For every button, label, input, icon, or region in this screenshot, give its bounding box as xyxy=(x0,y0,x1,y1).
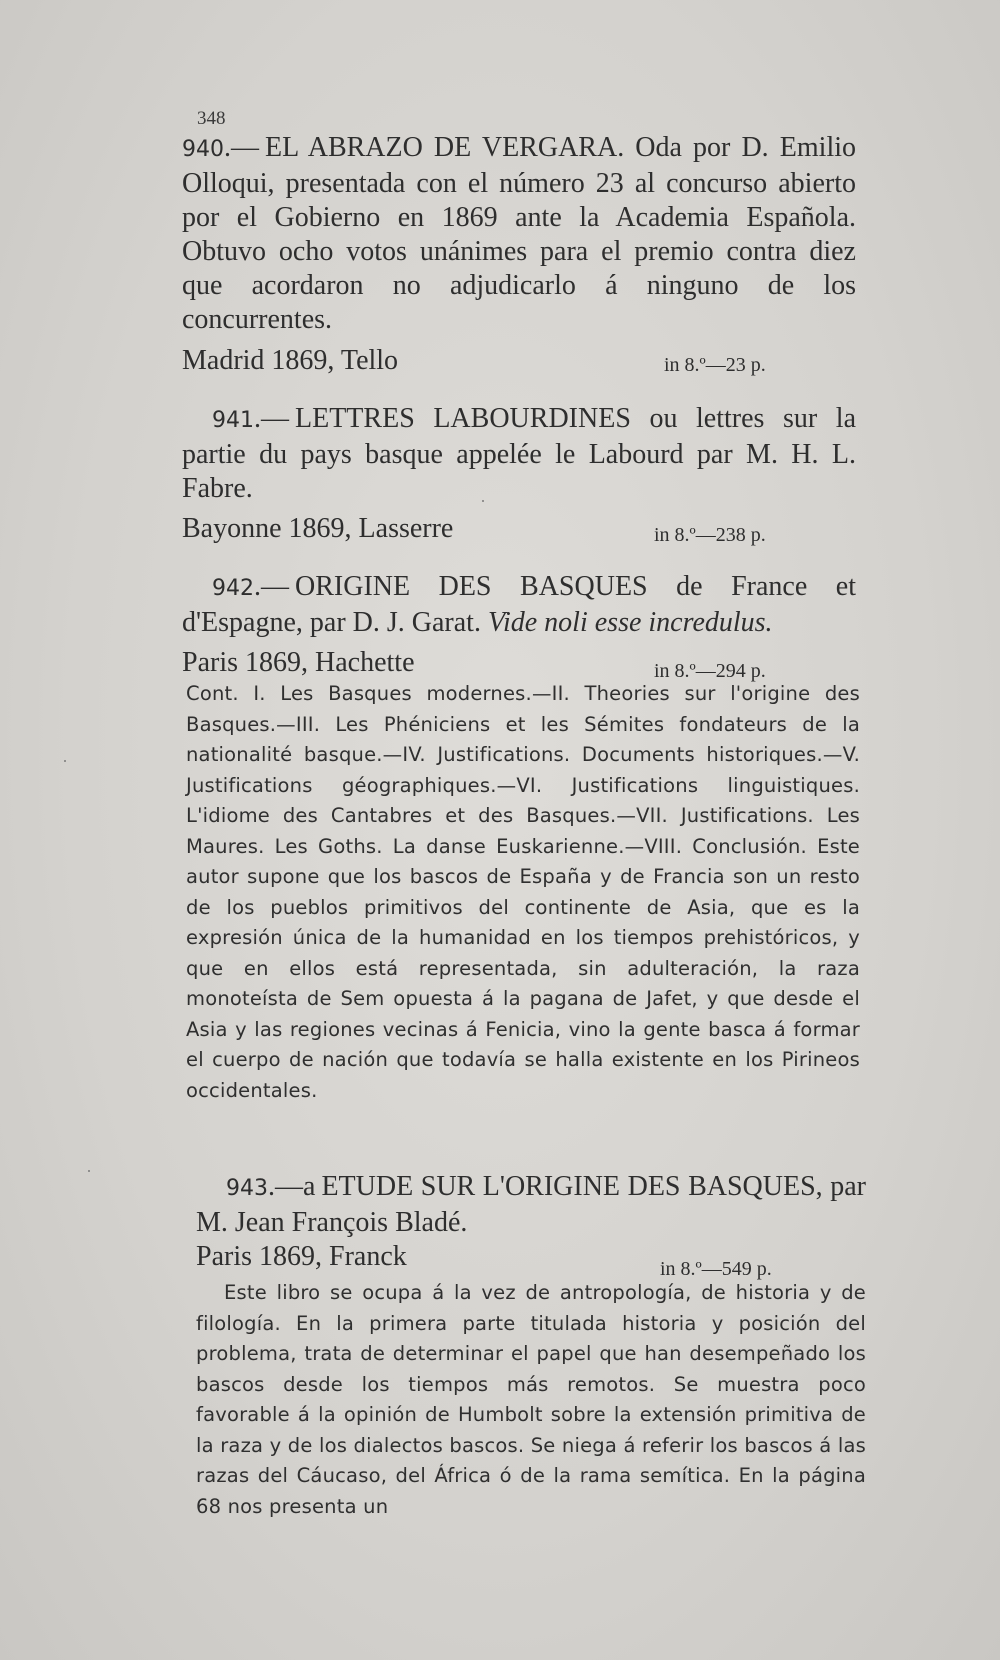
entry-separator: .—a xyxy=(268,1171,316,1202)
entry-940 xyxy=(182,131,856,337)
note-943 xyxy=(196,1278,866,1522)
format-text: in 8.º—549 p. xyxy=(660,1258,772,1280)
entry-943 xyxy=(196,1170,866,1240)
note-text: Cont. I. Les Basques modernes.—II. Theories sur l'origine des Basques.—III. Les Phéniciens et les Sémites fondateurs de la nationalité basque.—IV. Justifications. Documents historiques.—V. Justifications géographiques.—VI. Justifications linguistiques. L'idiome des Cantabres et des Basques.—VII. Justifications. Les Maures. Les Goths. La danse Euskarienne.—VIII. Conclusión. Este autor supone que los bascos de España y de Francia son un resto de los pueblos primitivos del continente de Asia, que es la expresión única de la humanidad en los tiempos prehistóricos, y que en ellos está representada, sin adulteración, la raza monoteísta de Sem opuesta á la pagana de Jafet, y que desde el Asia y las regiones vecinas á Fenicia, vino la gente basca á formar el cuerpo de nación que todavía se halla existente en los Pirineos occidentales. xyxy=(186,682,860,1102)
imprint-text: Paris 1869, Franck xyxy=(196,1241,407,1272)
entry-title: EL ABRAZO DE VERGARA. Oda por D. Emilio Olloqui, presentada con el número 23 al concurso abierto por el Gobierno en 1869 ante la Academia Española. Obtuvo ocho votos unánimes para el premio contra diez que acordaron no adjudicarlo á ninguno de los concurrentes. xyxy=(182,132,856,335)
entry-942 xyxy=(182,570,856,640)
imprint-943 xyxy=(196,1240,816,1280)
imprint-942 xyxy=(182,646,802,680)
scan-speck xyxy=(482,500,484,502)
entry-separator: .— xyxy=(254,571,289,602)
note-text: Este libro se ocupa á la vez de antropología, de historia y de filología. En la primera parte titulada historia y posición del problema, trata de determinar el papel que han desempeñado los bascos desde los tiempos más remotos. Se muestra poco favorable á la opinión de Humbolt sobre la extensión primitiva de la raza y de los dialectos bascos. Se niega á referir los bascos á las razas del Cáucaso, del África ó de la rama semítica. En la página 68 nos presenta un xyxy=(196,1281,866,1518)
entry-motto: Vide noli esse incredulus. xyxy=(487,607,773,638)
format-text: in 8.º—294 p. xyxy=(654,660,766,682)
imprint-941 xyxy=(182,512,802,546)
format-text: in 8.º—23 p. xyxy=(664,354,766,376)
note-942 xyxy=(186,679,860,1106)
imprint-text: Paris 1869, Hachette xyxy=(182,647,415,678)
entry-title: LETTRES LABOURDINES ou lettres sur la partie du pays basque appelée le Labourd par M. H. L. Fabre. xyxy=(182,403,856,504)
imprint-text: Bayonne 1869, Lasserre xyxy=(182,513,454,544)
entry-title: ETUDE SUR L'ORIGINE DES BASQUES, par M. Jean François Bladé. xyxy=(196,1171,866,1238)
scan-speck xyxy=(88,1170,90,1172)
entry-title: ORIGINE DES BASQUES de France et d'Espagne, par D. J. Garat. xyxy=(182,571,856,638)
page-number: 348 xyxy=(197,108,226,129)
scan-speck xyxy=(64,760,66,762)
entry-separator: .— xyxy=(224,132,259,163)
entry-number: 942 xyxy=(212,576,254,601)
imprint-text: Madrid 1869, Tello xyxy=(182,345,399,376)
imprint-940 xyxy=(182,344,802,378)
format-text: in 8.º—238 p. xyxy=(654,524,766,546)
entry-941 xyxy=(182,402,856,506)
entry-number: 941 xyxy=(212,408,254,433)
entry-separator: .— xyxy=(254,403,289,434)
entry-number: 943 xyxy=(226,1176,268,1201)
entry-number: 940 xyxy=(182,137,224,162)
